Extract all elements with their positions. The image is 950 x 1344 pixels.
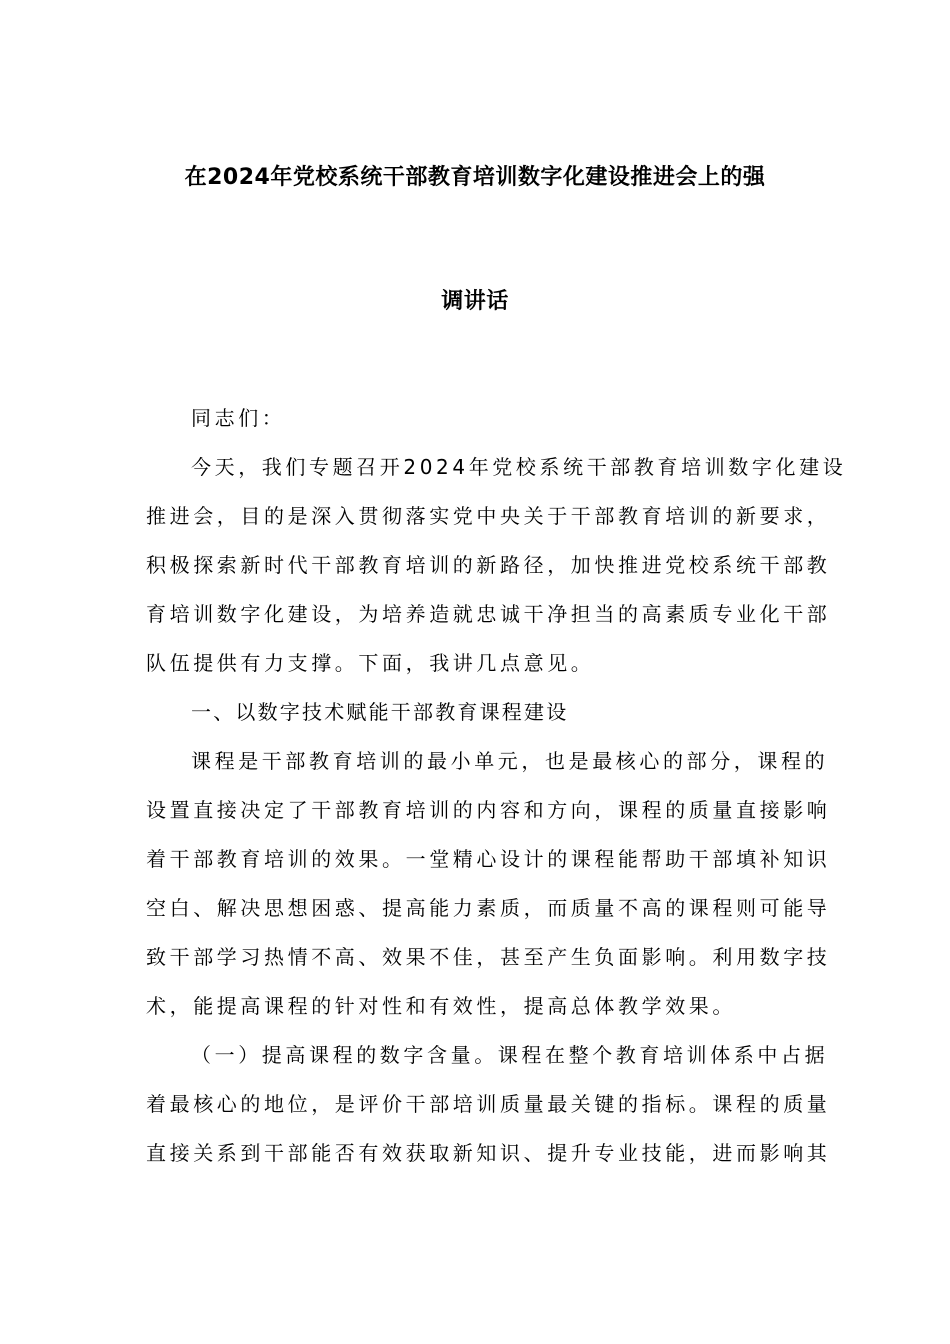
document-title-line-2: 调讲话 <box>441 289 509 314</box>
document-title-line-1: 在2024年党校系统干部教育培训数字化建设推进会上的强 <box>184 165 766 190</box>
paragraph-2-line: 术，能提高课程的针对性和有效性，提高总体教学效果。 <box>146 994 736 1018</box>
paragraph-1-line: 积极探索新时代干部教育培训的新路径，加快推进党校系统干部教 <box>146 553 831 577</box>
paragraph-1-line: 队伍提供有力支撑。下面，我讲几点意见。 <box>146 651 595 675</box>
salutation: 同志们： <box>191 406 286 430</box>
paragraph-1-line: 育培训数字化建设，为培养造就忠诚干净担当的高素质专业化干部 <box>146 602 831 626</box>
paragraph-1-line: 今天，我们专题召开2024年党校系统干部教育培训数字化建设 <box>191 455 847 479</box>
section-heading-1: 一、以数字技术赋能干部教育课程建设 <box>191 700 569 724</box>
paragraph-3-line: 直接关系到干部能否有效获取新知识、提升专业技能，进而影响其 <box>146 1141 831 1165</box>
paragraph-2-line: 空白、解决思想困惑、提高能力素质，而质量不高的课程则可能导 <box>146 896 831 920</box>
paragraph-2-line: 着干部教育培训的效果。一堂精心设计的课程能帮助干部填补知识 <box>146 847 831 871</box>
document-body <box>146 394 847 1178</box>
paragraph-2-line: 课程是干部教育培训的最小单元，也是最核心的部分，课程的 <box>191 749 829 773</box>
paragraph-2-line: 致干部学习热情不高、效果不佳，甚至产生负面影响。利用数字技 <box>146 945 831 969</box>
paragraph-3-line: 着最核心的地位，是评价干部培训质量最关键的指标。课程的质量 <box>146 1092 831 1116</box>
paragraph-3-line: （一）提高课程的数字含量。课程在整个教育培训体系中占据 <box>191 1043 829 1067</box>
paragraph-2-line: 设置直接决定了干部教育培训的内容和方向，课程的质量直接影响 <box>146 798 831 822</box>
paragraph-1-line: 推进会，目的是深入贯彻落实党中央关于干部教育培训的新要求， <box>146 504 831 528</box>
